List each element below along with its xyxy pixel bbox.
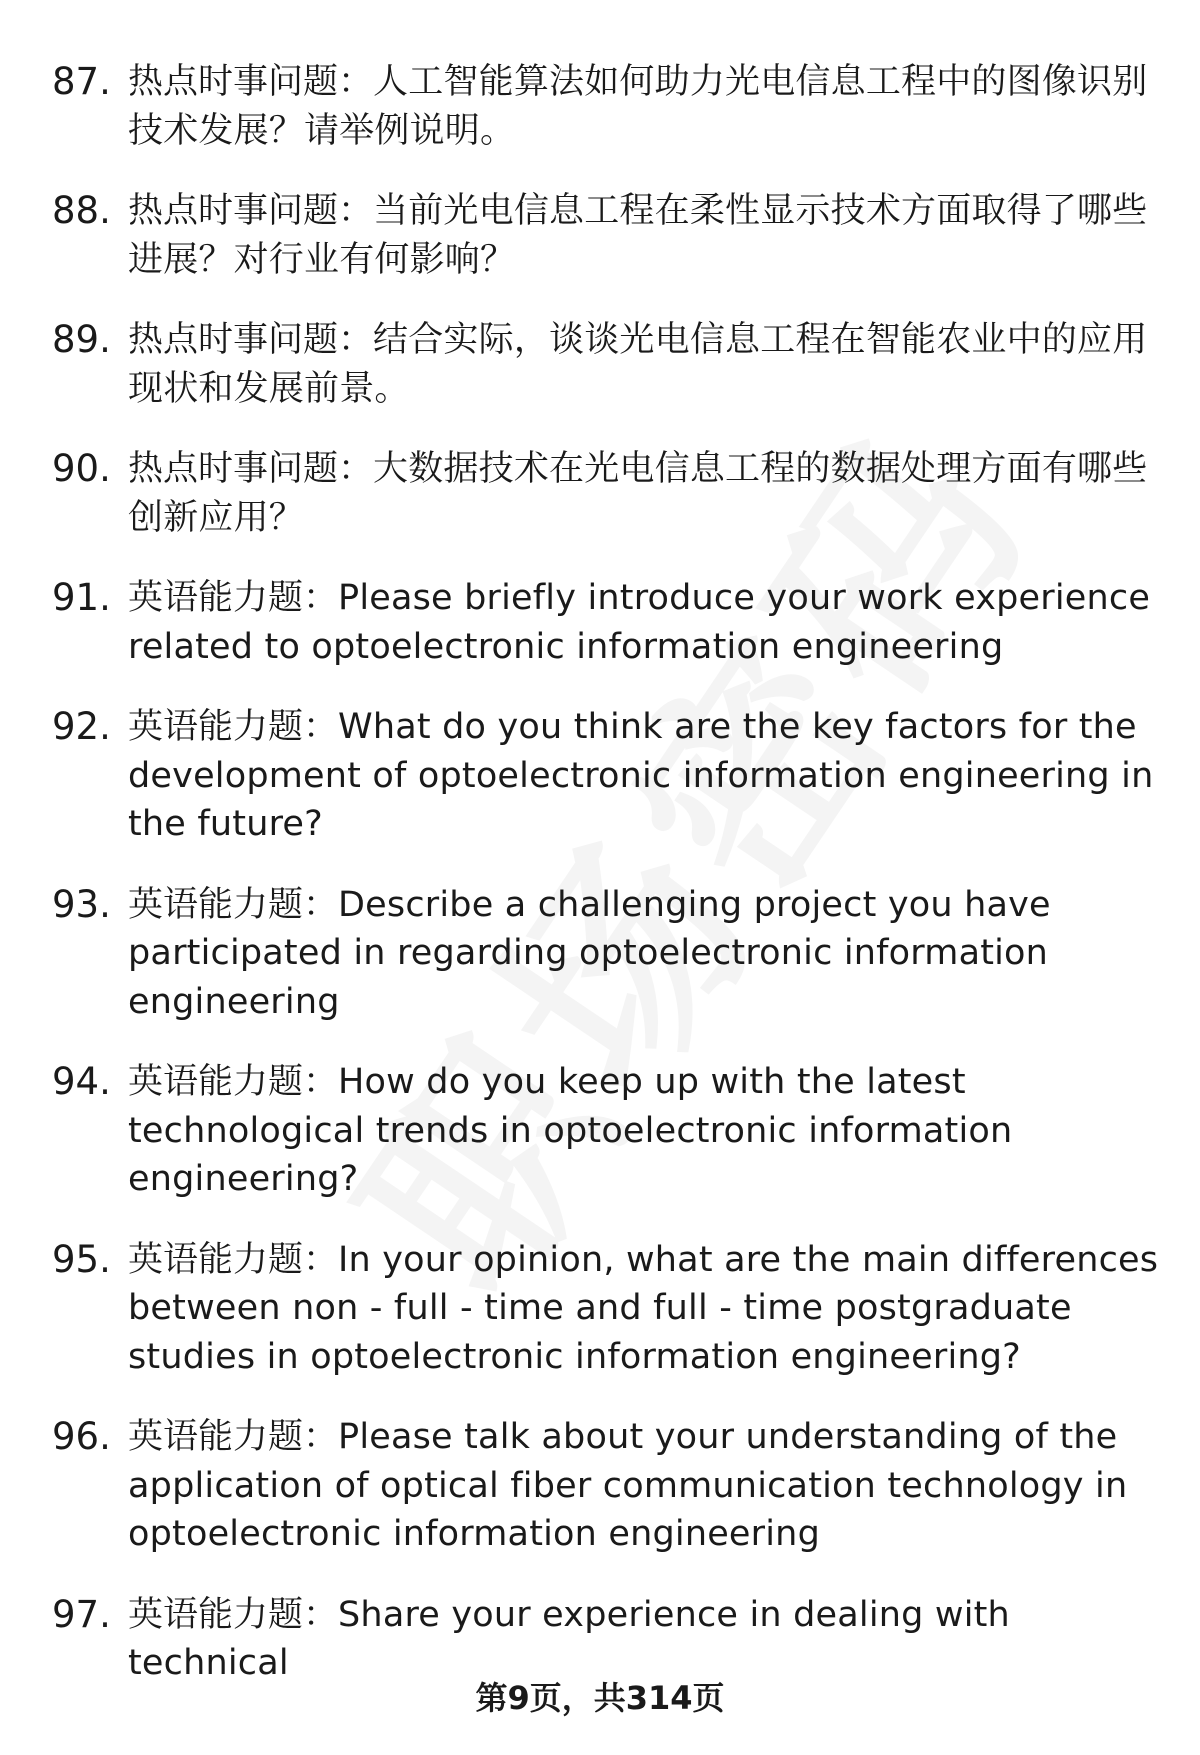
- question-category: 英语能力题：: [128, 884, 339, 925]
- question-category: 英语能力题：: [128, 1062, 339, 1102]
- question-text: [128, 316, 1166, 413]
- question-body: 当前光电信息工程在柔性显示技术方面取得了哪些进展？对行业有何影响？: [128, 191, 1148, 280]
- question-item: [0, 445, 1200, 542]
- question-category: 英语能力题：: [128, 578, 339, 618]
- question-body: 结合实际，谈谈光电信息工程在智能农业中的应用现状和发展前景。: [128, 320, 1148, 409]
- question-category: 英语能力题：: [128, 1417, 339, 1457]
- page-footer: 第9页，共314页: [475, 1679, 725, 1717]
- question-category: 英语能力题：: [128, 1239, 339, 1280]
- question-text: [128, 881, 1166, 1027]
- question-item: [0, 574, 1200, 671]
- question-list: [0, 58, 1200, 1720]
- question-text: [128, 58, 1166, 155]
- question-text: [128, 1413, 1166, 1559]
- question-number: 88.: [52, 189, 111, 232]
- question-body: Describe a challenging project you have participated in regarding optoelectronic information engineering: [128, 884, 1051, 1022]
- question-category: 热点时事问题：: [128, 191, 374, 231]
- question-text: [128, 1236, 1166, 1382]
- question-number: 93.: [52, 882, 111, 926]
- question-category: 热点时事问题：: [128, 449, 374, 489]
- question-category: 英语能力题：: [128, 707, 339, 747]
- question-item: [0, 703, 1200, 849]
- question-body: What do you think are the key factors for the development of optoelectronic information engineering in the future?: [128, 707, 1154, 844]
- question-number: 91.: [52, 576, 111, 619]
- question-body: 大数据技术在光电信息工程的数据处理方面有哪些创新应用？: [128, 449, 1148, 538]
- question-number: 89.: [52, 318, 111, 361]
- question-body: Please talk about your understanding of the application of optical fiber communication technology in optoelectronic information engineering: [128, 1417, 1128, 1554]
- question-text: [128, 1058, 1166, 1204]
- question-text: [128, 445, 1166, 542]
- question-number: 92.: [52, 705, 111, 748]
- question-item: [0, 58, 1200, 155]
- question-body: 人工智能算法如何助力光电信息工程中的图像识别技术发展？请举例说明。: [128, 62, 1148, 151]
- question-item: [0, 316, 1200, 413]
- question-category: 热点时事问题：: [128, 62, 374, 102]
- question-item: [0, 1236, 1200, 1382]
- question-item: [0, 187, 1200, 284]
- question-number: 95.: [52, 1237, 111, 1281]
- question-text: [128, 1591, 1166, 1688]
- question-body: Please briefly introduce your work experience related to optoelectronic information engineering: [128, 578, 1151, 667]
- question-body: Share your experience in dealing with technical: [128, 1594, 1010, 1683]
- question-text: [128, 187, 1166, 284]
- question-text: [128, 574, 1166, 671]
- question-item: [0, 881, 1200, 1027]
- question-body: In your opinion, what are the main differences between non - full - time and full - time postgraduate studies in optoelectronic information engineering?: [128, 1239, 1159, 1377]
- question-number: 97.: [52, 1592, 111, 1636]
- question-category: 英语能力题：: [128, 1594, 339, 1635]
- question-item: [0, 1591, 1200, 1688]
- question-number: 87.: [52, 60, 111, 103]
- question-text: [128, 703, 1166, 849]
- question-number: 96.: [52, 1415, 111, 1458]
- question-category: 热点时事问题：: [128, 320, 374, 360]
- question-number: 94.: [52, 1060, 111, 1103]
- question-item: [0, 1058, 1200, 1204]
- question-body: How do you keep up with the latest technological trends in optoelectronic information engineering?: [128, 1062, 1013, 1199]
- question-item: [0, 1413, 1200, 1559]
- question-number: 90.: [52, 447, 111, 490]
